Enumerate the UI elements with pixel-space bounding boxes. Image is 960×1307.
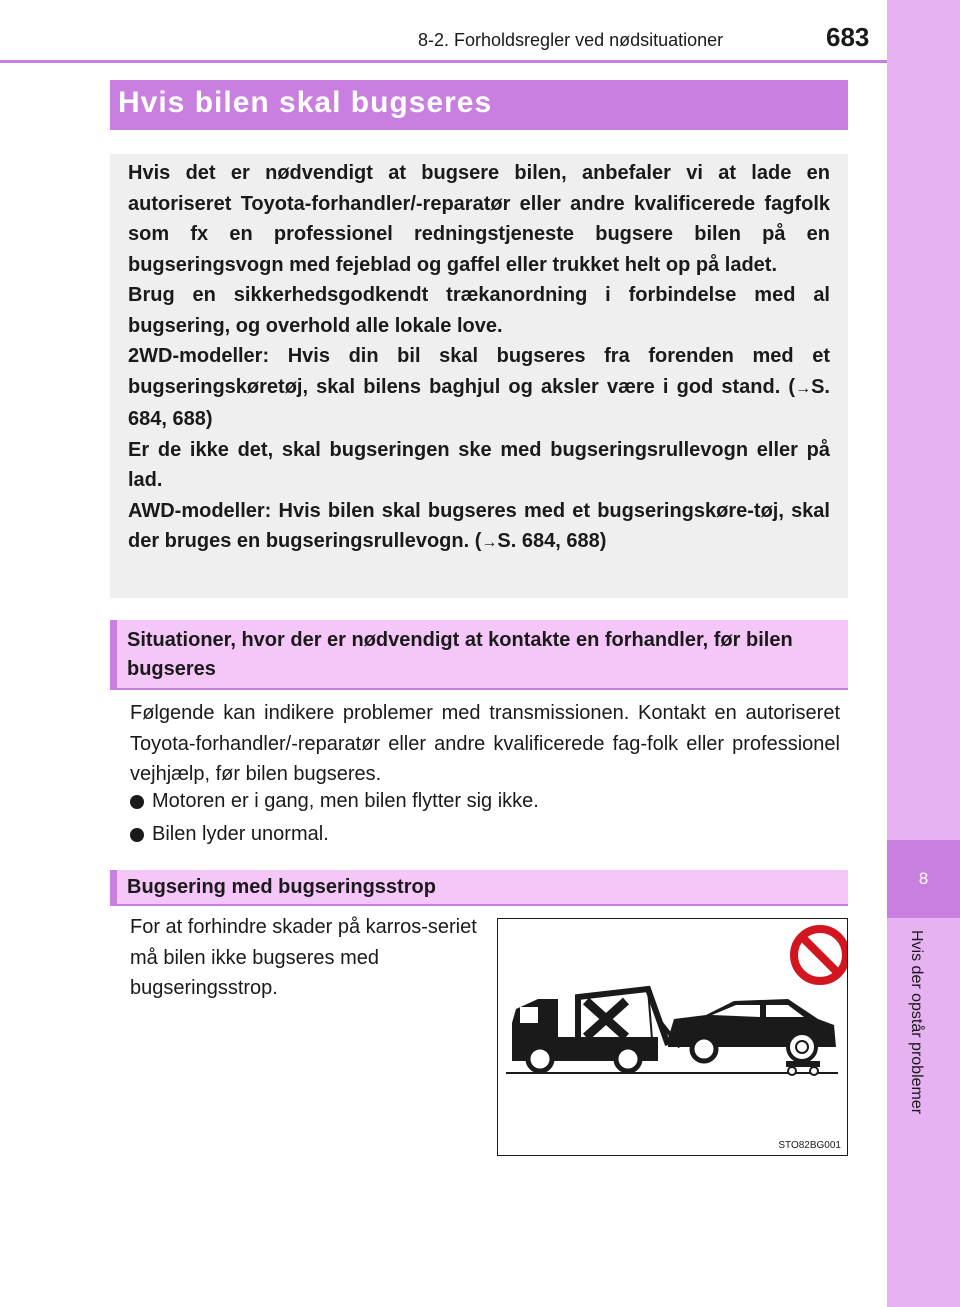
figure-code: STO82BG001 <box>778 1140 841 1151</box>
info-paragraph: AWD-modeller: Hvis bilen skal bugseres med et bugseringskøre-tøj, skal der bruges en bugseringsrullevogn. (→S. 684, 688) <box>128 499 830 552</box>
section-heading-dealer-contact: Situationer, hvor der er nødvendigt at kontakte en forhandler, før bilen bugseres <box>110 620 848 690</box>
bullet-icon <box>130 828 144 842</box>
info-paragraph: Er de ikke det, skal bugseringen ske med bugseringsrullevogn eller på lad. <box>128 438 830 491</box>
towing-illustration <box>497 918 848 1156</box>
chapter-label: Hvis der opstår problemer <box>908 930 925 1115</box>
page-reference: S. 684, 688) <box>497 530 607 552</box>
info-box <box>110 154 848 598</box>
page-title: Hvis bilen skal bugseres <box>110 80 848 130</box>
list-item: Bilen lyder unormal. <box>130 823 329 846</box>
info-paragraph: Brug en sikkerhedsgodkendt trækanordning i forbindelse med al bugsering, og overhold alle lokale love. <box>128 284 830 337</box>
reference-arrow-icon: → <box>481 534 498 551</box>
bullet-icon <box>130 795 144 809</box>
info-paragraph: Hvis det er nødvendigt at bugsere bilen, anbefaler vi at lade en autoriseret Toyota-forhandler/-reparatør eller andre kvalificerede fagfolk som fx en professionel redningstjeneste bugsere bilen på en bugseringsvogn med fejeblad og gaffel eller trukket helt op på ladet. <box>128 162 830 276</box>
tow-truck-prohibited-icon <box>498 919 847 1155</box>
section-body: For at forhindre skader på karros-seriet må bilen ikke bugseres med bugseringsstrop. <box>130 916 477 999</box>
page-number: 683 <box>826 22 870 52</box>
list-item: Motoren er i gang, men bilen flytter sig ikke. <box>130 790 539 813</box>
chapter-number: 8 <box>887 840 960 918</box>
info-paragraph: 2WD-modeller: Hvis din bil skal bugseres fra forenden med et bugseringskøretøj, skal bilens baghjul og aksler være i god stand. (→S. 684, 688) <box>128 345 830 430</box>
section-body: Følgende kan indikere problemer med transmissionen. Kontakt en autoriseret Toyota-forhandler/-reparatør eller andre kvalificerede fag-folk eller professionel vejhjælp, før bilen bugseres. <box>130 702 840 785</box>
section-heading-towing-strap: Bugsering med bugseringsstrop <box>110 870 848 906</box>
page-reference: S. 684, 688) <box>128 375 830 430</box>
section-header: 8-2. Forholdsregler ved nødsituationer <box>418 30 724 50</box>
reference-arrow-icon: → <box>795 379 812 397</box>
header-divider <box>0 60 887 63</box>
